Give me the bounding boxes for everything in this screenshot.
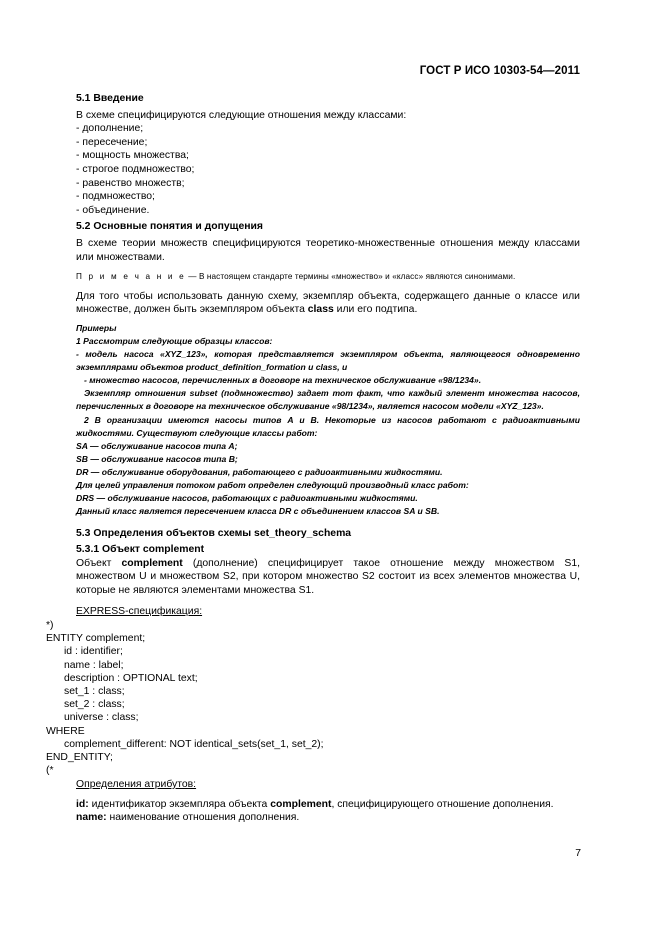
example-line: 1 Рассмотрим следующие образцы классов: (76, 336, 273, 346)
attr-label: Определения атрибутов: (76, 779, 197, 790)
code-line: WHERE (46, 725, 85, 737)
attr-id-name: id: (76, 798, 89, 810)
code-line: complement_different: NOT identical_sets(set_1, set_2); (64, 738, 324, 750)
code-line: set_2 : class; (64, 699, 125, 711)
main-content (76, 92, 580, 619)
text-run: наименование отношения дополнения. (106, 812, 300, 824)
text-run: идентификатор экземпляра объекта (88, 798, 271, 810)
example-line: Данный класс является пересечением класса DR с объединением классов SA и SB. (76, 506, 440, 517)
code-line: universe : class; (64, 712, 139, 724)
relations-list (76, 122, 580, 217)
section-5-2-paragraph-2 (76, 290, 580, 317)
section-5-3-1-title: 5.3.1 Объект complement (76, 543, 205, 555)
code-line: description : OPTIONAL text; (64, 672, 198, 684)
note (76, 270, 580, 284)
complement-keyword: complement (270, 798, 332, 810)
note-text: — В настоящем стандарте термины «множество» и «класс» являются синонимами. (185, 272, 516, 282)
complement-keyword: complement (121, 557, 183, 569)
section-5-1-intro: В схеме специфицируются следующие отношения между классами: (76, 109, 407, 121)
express-spec-label: EXPRESS-спецификация: (76, 606, 203, 618)
example-line: DRS — обслуживание насосов, работающих с радиоактивными жидкостями. (76, 493, 418, 504)
note-label: П р и м е ч а н и е (76, 272, 186, 282)
express-code (46, 619, 324, 777)
text-run: (дополнение) специфицирует такое отношение между множеством S1, множеством U и множеством S2, при котором множество S2 состоит из всех элементов множества U, которые не являются элементами множества S1. (76, 557, 580, 596)
list-item: - объединение. (76, 204, 150, 216)
example-line: SB — обслуживание насосов типа В; (76, 453, 238, 464)
attr-id (76, 798, 580, 812)
list-item: - подмножество; (76, 191, 155, 203)
code-line: (* (46, 765, 54, 777)
example-line: Экземпляр отношения subset (подмножество) задает тот факт, что каждый элемент множества насосов, перечисленных в договоре на техническое обслуживание «98/1234», является насосом модели «XYZ_123». (76, 388, 580, 412)
list-item: - дополнение; (76, 123, 144, 135)
example-line: - модель насоса «XYZ_123», которая представляется экземпляром объекта, являющегося одновременно экземплярами объектов product_definition_formation и class, и (76, 349, 580, 373)
attr-name (76, 811, 580, 825)
list-item: - пересечение; (76, 136, 148, 148)
examples-block (76, 322, 580, 518)
example-line: DR — обслуживание оборудования, работающего с радиоактивными жидкостями. (76, 466, 443, 477)
section-5-3-title: 5.3 Определения объектов схемы set_theory_schema (76, 528, 352, 540)
text-run: Для того чтобы использовать данную схему, экземпляр объекта, содержащего данные о классе или множестве, должен быть экземпляром объекта (76, 290, 580, 316)
list-item: - строгое подмножество; (76, 163, 195, 175)
section-5-2-paragraph: В схеме теории множеств специфицируются теоретико-множественные отношения между классами или множествами. (76, 237, 580, 263)
section-5-2-title: 5.2 Основные понятия и допущения (76, 221, 263, 233)
example-line: 2 В организации имеются насосы типов А и В. Некоторые из насосов работают с радиоактивными жидкостями. Существуют следующие классы работ: (76, 414, 580, 438)
code-line: name : label; (64, 659, 124, 671)
class-keyword: class (307, 304, 334, 316)
code-line: END_ENTITY; (46, 752, 113, 764)
code-line: ENTITY complement; (46, 633, 146, 645)
example-line: SA — обслуживание насосов типа А; (76, 440, 238, 451)
section-5-1-title: 5.1 Введение (76, 93, 144, 104)
code-line: *) (46, 620, 54, 631)
list-item: - равенство множеств; (76, 177, 185, 189)
page-number: 7 (575, 848, 581, 859)
code-line: id : identifier; (64, 646, 123, 658)
example-line: Для целей управления потоком работ определен следующий производный класс работ: (76, 480, 469, 491)
text-run: или его подтипа. (333, 304, 418, 316)
list-item: - мощность множества; (76, 150, 189, 162)
standard-header: ГОСТ Р ИСО 10303-54—2011 (419, 65, 580, 77)
code-line: set_1 : class; (64, 686, 125, 698)
attribute-definitions (76, 778, 580, 825)
text-run: Объект (76, 557, 122, 569)
example-line: - множество насосов, перечисленных в договоре на техническое обслуживание «98/1234». (84, 375, 482, 386)
attr-name-name: name: (76, 812, 107, 824)
complement-description (76, 557, 580, 598)
text-run: , специфицирующего отношение дополнения. (331, 798, 554, 810)
examples-title: Примеры (76, 322, 117, 333)
